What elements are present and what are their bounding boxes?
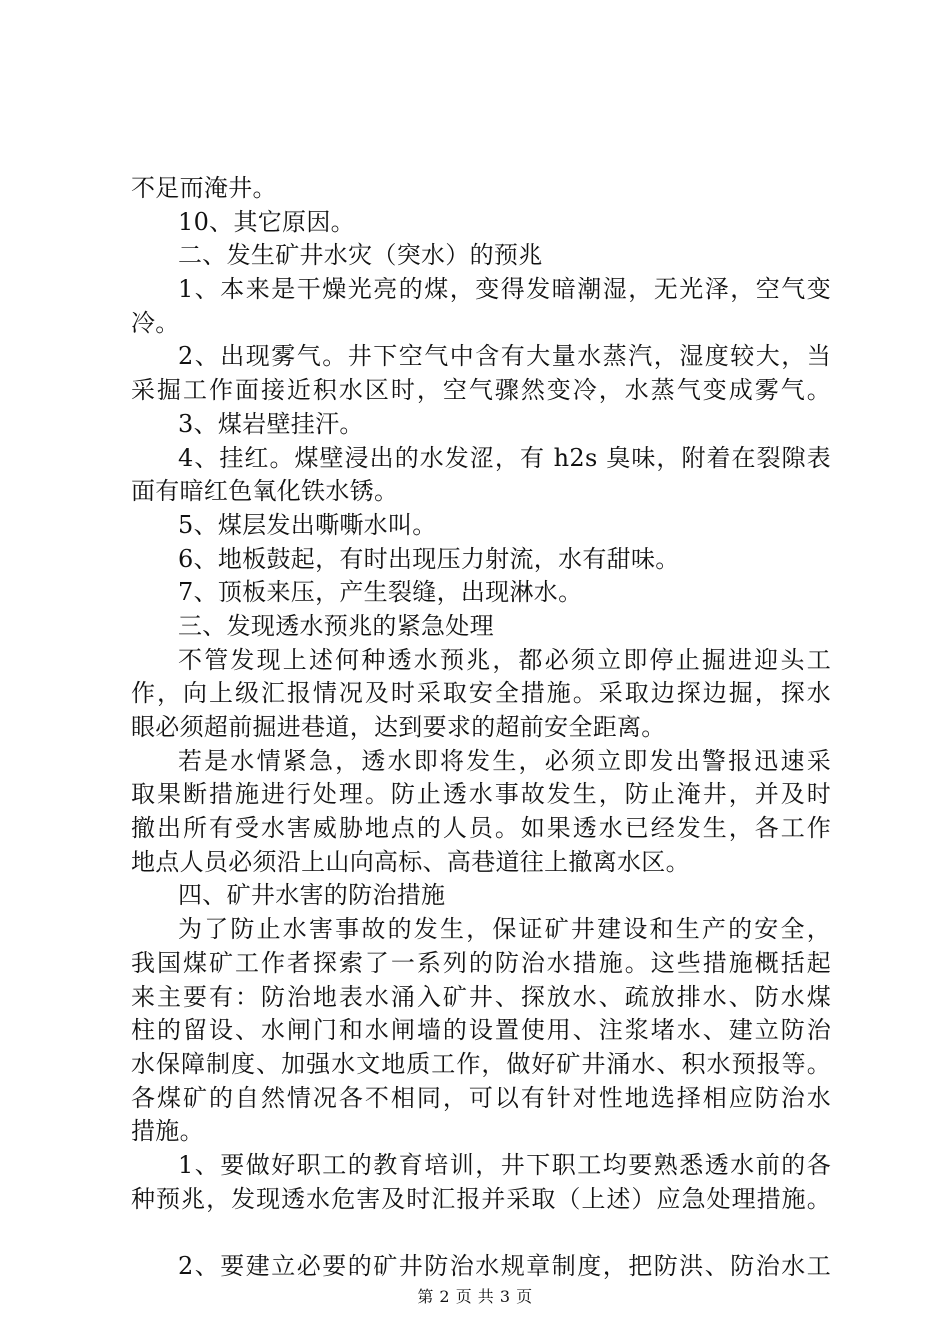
paragraph-line: 面有暗红色氧化铁水锈。 [131, 477, 399, 506]
paragraph-line-indented: 3、煤岩壁挂汗。 [178, 409, 364, 438]
paragraph-line-indented: 四、矿井水害的防治措施 [178, 881, 446, 910]
paragraph-line: 作，向上级汇报情况及时采取安全措施。采取边探边掘，探水 [131, 679, 831, 708]
paragraph-line: 柱的留设、水闸门和水闸墙的设置使用、注浆堵水、建立防治 [131, 1016, 831, 1045]
paragraph-line: 采掘工作面接近积水区时，空气骤然变冷，水蒸气变成雾气。 [131, 376, 831, 405]
paragraph-line-indented: 1、本来是干燥光亮的煤，变得发暗潮湿，无光泽，空气变 [178, 275, 831, 304]
paragraph-line-indented: 6、地板鼓起，有时出现压力射流，水有甜味。 [178, 544, 680, 573]
paragraph-line-indented: 三、发现透水预兆的紧急处理 [178, 611, 494, 640]
page-footer: 第 2 页 共 3 页 [417, 1287, 533, 1306]
paragraph-line-indented: 为了防止水害事故的发生，保证矿井建设和生产的安全， [178, 915, 831, 944]
paragraph-line-indented: 4、挂红。煤壁浸出的水发涩，有 h2s 臭味，附着在裂隙表 [178, 443, 831, 472]
paragraph-line: 措施。 [131, 1117, 204, 1146]
paragraph-line: 取果断措施进行处理。防止透水事故发生，防止淹井，并及时 [131, 780, 831, 809]
paragraph-line-indented: 不管发现上述何种透水预兆，都必须立即停止掘进迎头工 [178, 645, 831, 674]
paragraph-line: 地点人员必须沿上山向高标、高巷道往上撤离水区。 [131, 847, 690, 876]
paragraph-line-indented: 5、煤层发出嘶嘶水叫。 [178, 510, 437, 539]
paragraph-line: 不足而淹井。 [131, 174, 277, 202]
paragraph-line-indented: 2、要建立必要的矿井防治水规章制度，把防洪、防治水工 [178, 1252, 831, 1280]
paragraph-line: 冷。 [131, 308, 180, 337]
paragraph-line: 各煤矿的自然情况各不相同，可以有针对性地选择相应防治水 [131, 1083, 831, 1112]
paragraph-line: 撤出所有受水害威胁地点的人员。如果透水已经发生，各工作 [131, 814, 831, 843]
paragraph-line-indented: 7、顶板来压，产生裂缝，出现淋水。 [178, 578, 583, 607]
paragraph-line: 种预兆，发现透水危害及时汇报并采取（上述）应急处理措施。 [131, 1184, 831, 1213]
paragraph-line-indented: 二、发生矿井水灾（突水）的预兆 [178, 241, 543, 270]
blank-line [131, 1216, 831, 1250]
paragraph-line-indented: 1、要做好职工的教育培训，井下职工均要熟悉透水前的各 [178, 1150, 831, 1179]
paragraph-line-indented: 2、出现雾气。井下空气中含有大量水蒸汽，湿度较大，当 [178, 342, 831, 371]
paragraph-line: 眼必须超前掘进巷道，达到要求的超前安全距离。 [131, 713, 666, 741]
document-body [131, 172, 831, 1284]
paragraph-line: 来主要有：防治地表水涌入矿井、探放水、疏放排水、防水煤 [131, 982, 831, 1011]
paragraph-line-indented: 若是水情紧急，透水即将发生，必须立即发出警报迅速采 [178, 746, 831, 775]
paragraph-line-indented: 10、其它原因。 [178, 207, 355, 236]
paragraph-line: 水保障制度、加强水文地质工作，做好矿井涌水、积水预报等。 [131, 1049, 831, 1078]
paragraph-line: 我国煤矿工作者探索了一系列的防治水措施。这些措施概括起 [131, 948, 831, 977]
